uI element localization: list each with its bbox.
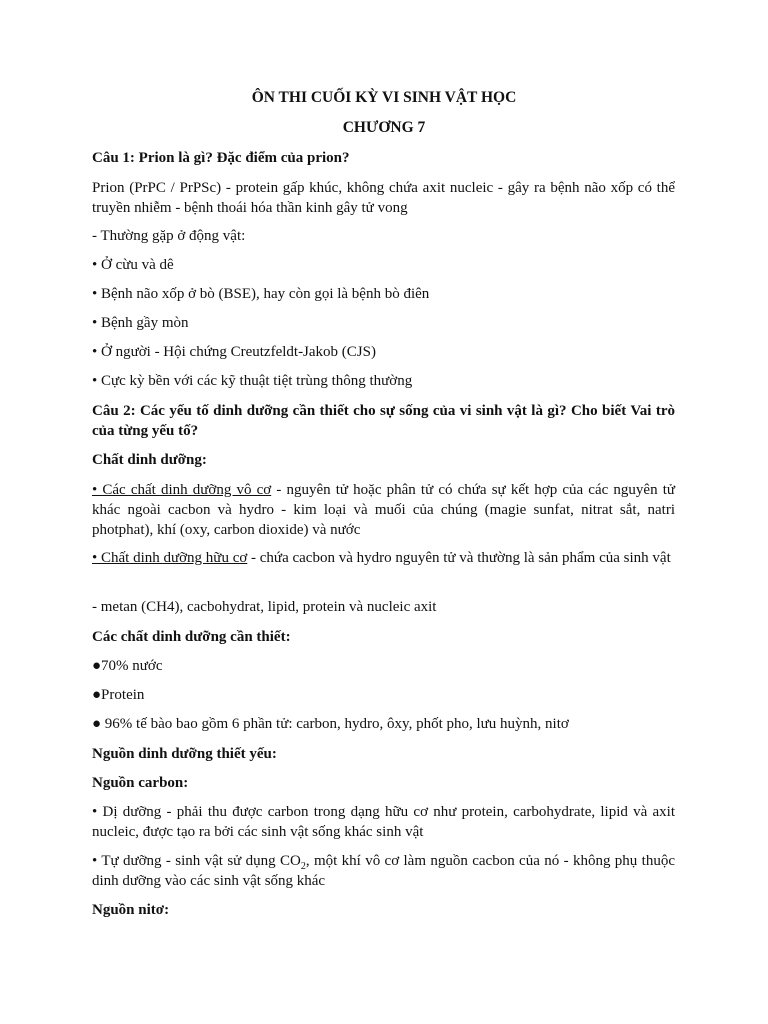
autotroph-after: , một khí vô cơ làm nguồn cacbon của nó - không phụ thuộc dinh dưỡng vào các sinh vật sống khác (92, 853, 675, 889)
autotroph-before: • Tự dưỡng - sinh vật sử dụng CO (92, 853, 301, 869)
list-item: ●Protein (92, 687, 145, 703)
list-item: • Bệnh não xốp ở bò (BSE), hay còn gọi là bệnh bò điên (92, 286, 430, 302)
heterotroph-text: • Dị dưỡng - phải thu được carbon trong dạng hữu cơ như protein, carbohydrate, lipid và axit nucleic, được tạo ra bởi các sinh vật sống khác sinh vật (92, 804, 675, 840)
animal-intro: - Thường gặp ở động vật: (92, 228, 246, 244)
list-item: • Cực kỳ bền với các kỹ thuật tiệt trùng thông thường (92, 373, 413, 389)
question-1-heading: Câu 1: Prion là gì? Đặc điểm của prion? (92, 150, 350, 166)
inorganic-label: • Các chất dinh dưỡng vô cơ (92, 482, 272, 498)
inorganic-nutrients (92, 480, 675, 540)
chapter-heading: CHƯƠNG 7 (342, 119, 426, 136)
prion-definition: Prion (PrPC / PrPSc) - protein gấp khúc, không chứa axit nucleic - gây ra bệnh não xốp có thể truyền nhiễm - bệnh thoái hóa thần kinh gây tử vong (92, 180, 675, 216)
organic-label: • Chất dinh dưỡng hữu cơ (92, 550, 248, 566)
list-item: • Ở người - Hội chứng Creutzfeldt-Jakob (CJS) (92, 344, 376, 360)
sources-heading: Nguồn dinh dưỡng thiết yếu: (92, 746, 277, 762)
list-item: • Bệnh gầy mòn (92, 315, 189, 331)
document-title: ÔN THI CUỐI KỲ VI SINH VẬT HỌC (251, 89, 517, 106)
autotroph-text (92, 851, 675, 891)
list-item: ● 96% tế bào bao gồm 6 phần tử: carbon, hydro, ôxy, phốt pho, lưu huỳnh, nitơ (92, 716, 569, 732)
question-2-heading: Câu 2: Các yếu tố dinh dưỡng cần thiết cho sự sống của vi sinh vật là gì? Cho biết Vai trò của từng yếu tố? (92, 403, 675, 439)
nutrients-heading: Chất dinh dưỡng: (92, 452, 207, 468)
organic-nutrients (92, 548, 675, 568)
essential-heading: Các chất dinh dưỡng cần thiết: (92, 629, 291, 645)
inorganic-text: - nguyên tử hoặc phân tử có chứa sự kết hợp của các nguyên tử khác ngoài cacbon và hydro - kim loại và muối của chúng (magie sunfat, nitrat sắt, natri photphat), khí (oxy, carbon dioxide) và nước (92, 482, 675, 538)
autotroph-subscript: 2 (300, 861, 306, 872)
organic-examples: - metan (CH4), cacbohydrat, lipid, protein và nucleic axit (92, 599, 437, 615)
list-item: • Ở cừu và dê (92, 257, 174, 273)
list-item: ●70% nước (92, 658, 163, 674)
organic-text: - chứa cacbon và hydro nguyên tử và thường là sản phẩm của sinh vật (247, 550, 671, 566)
carbon-heading: Nguồn carbon: (92, 775, 189, 791)
nitrogen-heading: Nguồn nitơ: (92, 902, 170, 918)
